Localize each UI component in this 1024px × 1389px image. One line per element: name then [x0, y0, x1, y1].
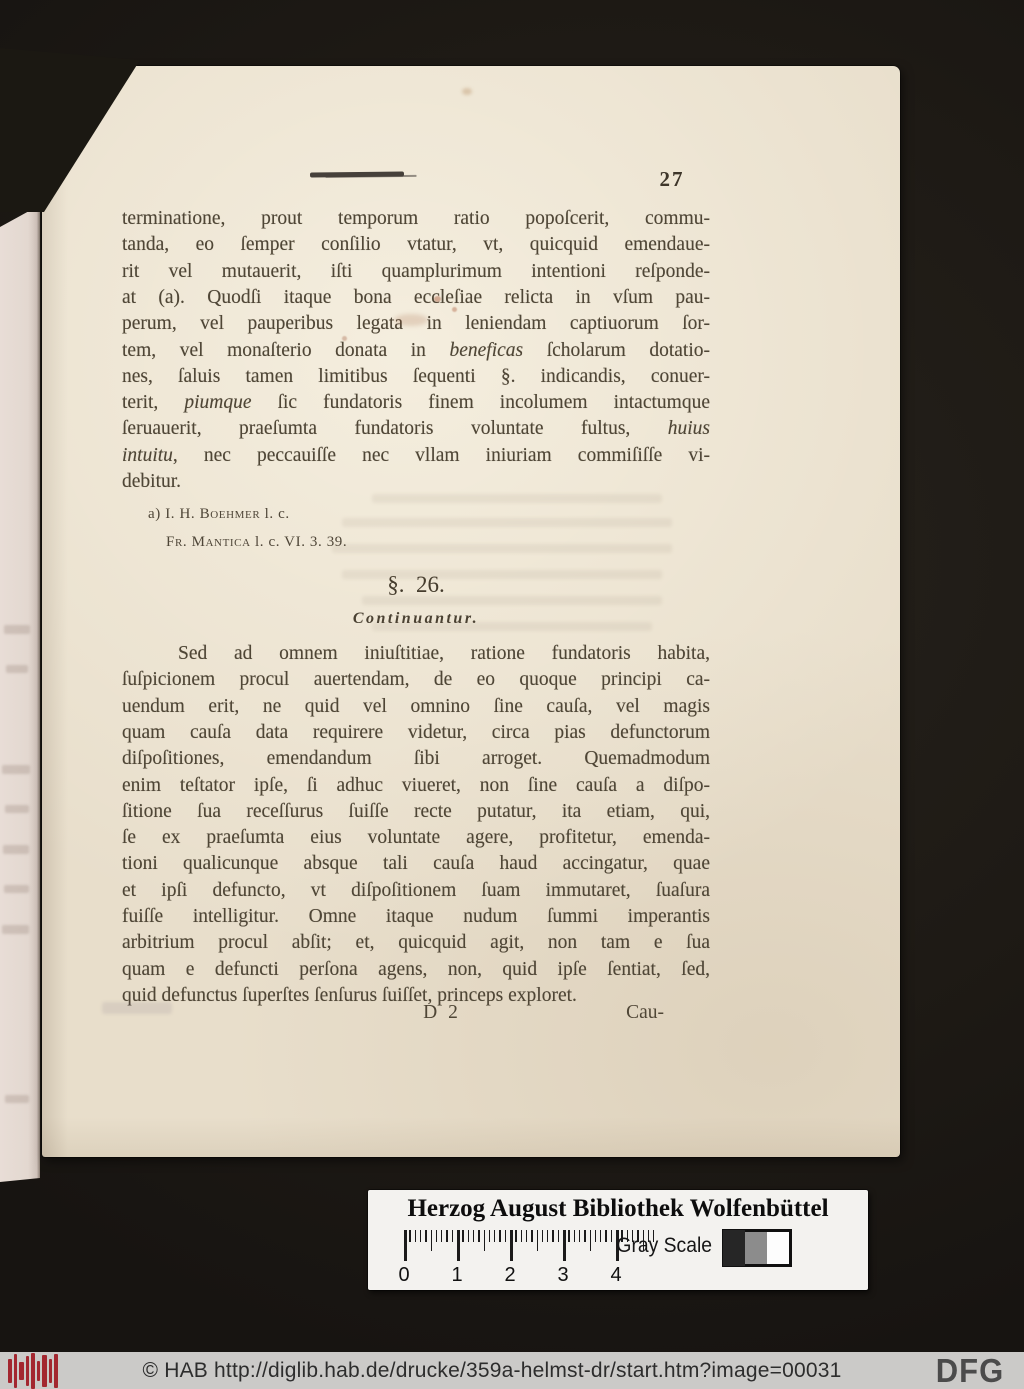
ruler-tick	[521, 1230, 522, 1242]
text-line: ſuſpicionem procul auertendam, de eo quoque principi ca-	[122, 669, 710, 691]
ruler-tick	[568, 1230, 569, 1242]
ruler-tick	[484, 1230, 485, 1251]
barcode-bar	[26, 1356, 29, 1386]
text-line: quam cauſa data requirere videtur, circa pias defunctorum	[122, 721, 710, 743]
hab-barcode-icon	[8, 1353, 64, 1389]
bleed-through-mark	[332, 544, 672, 553]
ruler-number: 1	[451, 1264, 463, 1286]
section-subheading: Continuantur.	[352, 610, 480, 627]
ruler-tick	[600, 1230, 601, 1242]
text-line: perum, vel pauperibus legata in leniendam captiuorum ſor-	[122, 313, 710, 335]
text-line: uendum erit, ne quid vel omnino ſine cauſa, vel magis	[122, 695, 710, 717]
ruler-tick	[584, 1230, 585, 1242]
barcode-bar	[19, 1362, 24, 1380]
gray-scale-black-swatch	[723, 1230, 745, 1266]
previous-page-edge	[0, 205, 40, 1182]
gray-scale-label: Gray Scale	[616, 1234, 712, 1257]
bleed-through-mark	[362, 596, 662, 605]
footnote-line: Fr. Mantica l. c. VI. 3. 39.	[166, 534, 348, 550]
bleed-through-mark	[342, 570, 662, 579]
ruler-tick	[558, 1230, 559, 1242]
text-line: tanda, eo ſemper conſilio vtatur, vt, quicquid emendaue-	[122, 234, 710, 256]
footnote-line: a) I. H. Boehmer l. c.	[148, 506, 290, 522]
text-line: ſe ex praeſumta eius voluntate agere, profitetur, emenda-	[122, 827, 710, 849]
ruler-tick	[425, 1230, 426, 1242]
ruler-tick	[473, 1230, 474, 1242]
text-line: ſitione ſua receſſurus ſuiſſe recte putatur, ita etiam, qui,	[122, 800, 710, 822]
ruler-tick	[526, 1230, 527, 1242]
gray-scale-swatches-icon	[722, 1229, 792, 1267]
ruler-tick	[547, 1230, 548, 1242]
book-page	[42, 66, 900, 1157]
ruler-number: 3	[557, 1264, 569, 1286]
bleed-through-mark	[6, 665, 28, 673]
foxing-stain	[434, 296, 441, 302]
ruler-tick	[431, 1230, 432, 1251]
text-line: quam e defuncti perſona agens, non, quid ipſe ſentiat, ſed,	[122, 958, 710, 980]
ruler-tick	[590, 1230, 591, 1251]
bleed-through-mark	[372, 622, 652, 631]
ruler-tick	[563, 1230, 566, 1261]
text-line: at (a). Quodſi itaque bona eccleſiae relicta in vſum pau-	[122, 286, 710, 308]
ruler-tick	[409, 1230, 410, 1242]
signature-mark: D 2	[423, 1002, 461, 1023]
ruler-tick	[537, 1230, 538, 1251]
text-line: tem, vel monaſterio donata in beneficas ſcholarum dotatio-	[122, 339, 710, 361]
ruler-tick	[420, 1230, 421, 1242]
text-line: fuiſſe intelligitur. Omne itaque nudum ſummi imperantis	[122, 906, 710, 927]
bleed-through-mark	[3, 845, 29, 854]
text-line: tioni qualicunque absque tali cauſa haud accingatur, quae	[122, 853, 710, 875]
ruler-number: 0	[398, 1264, 410, 1286]
text-line: arbitrium procul abſit; et, quicquid agit, non tam e ſua	[122, 932, 710, 954]
ruler-tick	[446, 1230, 447, 1242]
barcode-bar	[54, 1354, 58, 1388]
barcode-bar	[42, 1355, 47, 1387]
bleed-through-mark	[5, 805, 29, 813]
bleed-through-mark	[372, 494, 662, 503]
text-line: terit, piumque ſic fundatoris finem incolumem intactumque	[122, 392, 710, 414]
dfg-logo: DFG	[935, 1351, 1005, 1389]
ruler-tick	[462, 1230, 463, 1242]
copyright-url-text: © HAB http://diglib.hab.de/drucke/359a-helmst-dr/start.htm?image=00031	[142, 1358, 842, 1382]
page-number: 27	[659, 167, 685, 191]
foxing-stain	[452, 307, 457, 312]
ruler-tick	[415, 1230, 416, 1242]
ruler-tick	[579, 1230, 580, 1242]
ruler-tick	[436, 1230, 437, 1242]
barcode-bar	[31, 1353, 35, 1389]
foxing-stain	[462, 88, 472, 95]
ruler-tick	[441, 1230, 442, 1242]
text-line: enim teſtator ipſe, ſi adhuc viueret, non ſine cauſa a diſpo-	[122, 774, 710, 796]
text-line: nes, ſaluis tamen limitibus ſequenti §. indicandis, conuer-	[122, 365, 710, 387]
ruler-tick	[574, 1230, 575, 1242]
text-line: diſpoſitiones, emendandum ſibi arroget. Quemadmodum	[122, 748, 710, 770]
ruler-tick	[542, 1230, 543, 1242]
text-line: intuitu, nec peccauiſſe nec vllam iniuriam commiſiſſe vi-	[122, 444, 710, 466]
bleed-through-mark	[5, 1095, 29, 1103]
text-line: Sed ad omnem iniuſtitiae, ratione fundatoris habita,	[178, 643, 710, 664]
text-line: quid defunctus ſuperſtes ſenſurus ſuiſſet, princeps exploret.	[122, 984, 577, 1006]
gray-scale-white-swatch	[767, 1232, 789, 1264]
bleed-through-mark	[4, 625, 30, 634]
barcode-bar	[49, 1359, 52, 1383]
ruler-tick	[510, 1230, 513, 1261]
text-line: ſeruauerit, praeſumta fundatoris voluntate fultus, huius	[122, 418, 710, 440]
ruler-tick	[489, 1230, 490, 1242]
library-label-title: Herzog August Bibliothek Wolfenbüttel	[407, 1195, 829, 1222]
ruler-tick	[468, 1230, 469, 1242]
gray-scale-gray-swatch	[745, 1232, 767, 1264]
ruler-tick	[552, 1230, 553, 1242]
text-line: debitur.	[122, 471, 182, 492]
foxing-stain	[394, 314, 428, 326]
ruler-tick	[494, 1230, 495, 1242]
bleed-through-mark	[102, 1002, 172, 1014]
bleed-through-mark	[2, 765, 30, 774]
bleed-through-mark	[342, 518, 672, 527]
text-line: rit vel mutauerit, iſti quamplurimum intentioni reſponde-	[122, 260, 710, 282]
ruler-tick	[505, 1230, 506, 1242]
ruler-number: 2	[504, 1264, 516, 1286]
ruler-tick	[404, 1230, 407, 1261]
ruler-tick	[452, 1230, 453, 1242]
foxing-stain	[342, 336, 347, 341]
ruler-tick	[595, 1230, 596, 1242]
ruler-tick	[478, 1230, 479, 1242]
header-rule	[310, 172, 404, 178]
ruler-tick	[499, 1230, 500, 1242]
ruler-number: 4	[610, 1264, 622, 1286]
text-line: et ipſi defuncto, vt diſpoſitionem ſuam immutaret, ſuaſura	[122, 879, 710, 901]
ruler-tick	[531, 1230, 532, 1242]
barcode-bar	[14, 1354, 17, 1388]
ruler-tick	[457, 1230, 460, 1261]
library-label	[368, 1190, 868, 1290]
barcode-bar	[37, 1361, 40, 1381]
bleed-through-mark	[4, 885, 29, 893]
barcode-bar	[8, 1359, 12, 1383]
footer-bar	[0, 1352, 1024, 1389]
ruler-tick	[515, 1230, 516, 1242]
catchword: Cau-	[626, 1002, 664, 1023]
bleed-through-mark	[2, 925, 29, 934]
section-heading: §. 26.	[387, 572, 445, 597]
text-line: terminatione, prout temporum ratio popoſcerit, commu-	[122, 208, 710, 229]
